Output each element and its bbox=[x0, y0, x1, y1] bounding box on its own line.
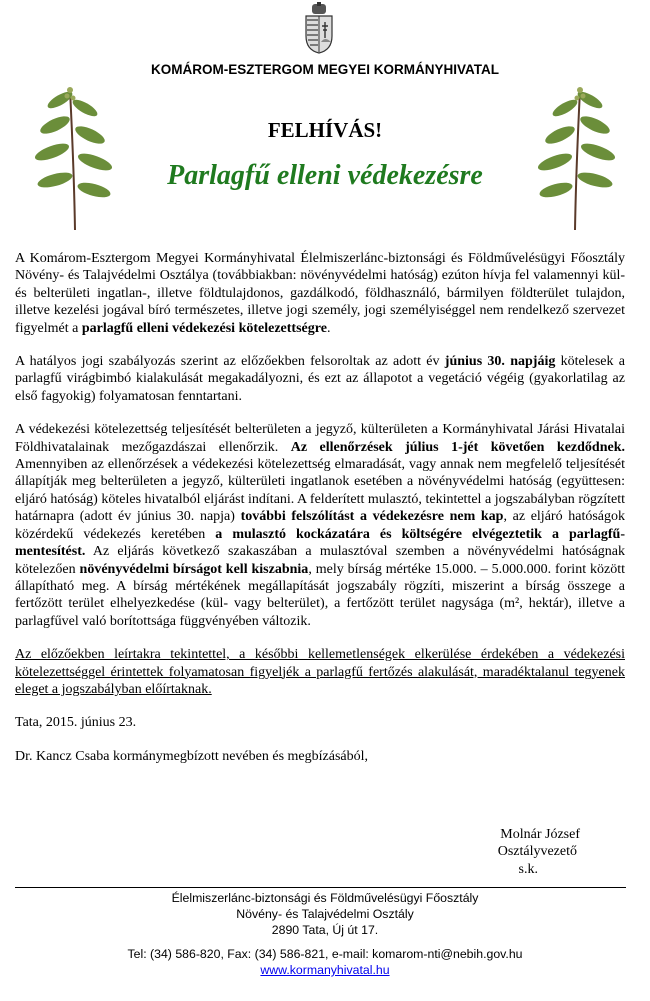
paragraph-conclusion: Az előzőekben leírtakra tekintettel, a későbbi kellemetlenségek elkerülése érdekében a védekezési kötelezettséggel érintettek folyamatosan figyeljék a parlagfű fertőzés alakulását, maradéktalanul tegyenek eleget a jogszabályban előírtaknak. bbox=[15, 647, 625, 697]
ragweed-plant-icon bbox=[30, 80, 120, 230]
signer-role: Osztályvezető bbox=[497, 844, 577, 860]
text-run: A hatályos jogi szabályozás szerint az előzőekben felsoroltak az adott év bbox=[15, 354, 445, 370]
paragraph-deadline bbox=[15, 353, 625, 405]
notice-body bbox=[15, 250, 625, 781]
text-run: A Komárom-Esztergom Megyei Kormányhivatal Élelmiszerlánc-biztonsági és Földművelésügyi Főosztály Növény- és Talajvédelmi Osztálya (továbbiakban: növényvédelmi hatóság) ezúton hívja fel valamennyi kül- és belterületi ingatlan-, illetve földtulajdonos, gazdálkodó, földhasználó, bármilyen földterület tulajdon, illetve kezelési jogával bíró természetes, illetve jogi személy, jogi személyiséggel nem rendelkező szervezet figyelmét a bbox=[15, 251, 625, 336]
mandate-line: Dr. Kancz Csaba kormánymegbízott nevében és megbízásából, bbox=[15, 748, 368, 764]
text-run: , az eljáró hatóságok közérdekű védekezés keretében bbox=[15, 509, 625, 542]
text-run: , mely bírság mértéke 15.000. – 5.000.000. forint között állapítható meg. A bírság mértékének megállapítását jogszabály rögzíti, miszerint a bírság összege a fertőzött terület elhelyezkedése (kül- vagy belterület), a fertőzött terület nagysága (m², hektár), illetve a parlagfűvel való borítottsága függvényében változik. bbox=[15, 561, 625, 629]
footer-division: Növény- és Talajvédelmi Osztály bbox=[236, 907, 414, 921]
bold-text: a mulasztó kockázatára és költségére elvégeztetik a parlagfű-mentesítést. bbox=[15, 526, 625, 560]
text-run: Az eljárás következő szakaszában a mulasztóval szemben a növényvédelmi hatóságnak kötelezően bbox=[15, 544, 625, 577]
paragraph-inspection bbox=[15, 421, 625, 630]
bold-text: növényvédelmi bírságot kell kiszabnia bbox=[79, 561, 309, 577]
signer-name: Molnár József bbox=[500, 827, 580, 842]
agency-name: KOMÁROM-ESZTERGOM MEGYEI KORMÁNYHIVATAL bbox=[151, 62, 499, 77]
bold-text: Az ellenőrzések július 1-jét követően kezdődnek. bbox=[290, 439, 625, 455]
bold-text: parlagfű elleni védekezési kötelezettségre bbox=[81, 320, 327, 336]
signature-block bbox=[0, 826, 580, 878]
text-run: A védekezési kötelezettség teljesítését belterületen a jegyző, külterületen a Kormányhivatal Járási Hivatalai Földhivatalainak mezőgazdászai ellenőrzik. bbox=[15, 422, 625, 455]
paragraph-intro bbox=[15, 250, 625, 337]
text-run: . bbox=[326, 320, 331, 336]
footer-divider bbox=[15, 887, 626, 888]
page-title: FELHÍVÁS! bbox=[267, 118, 383, 142]
date-line: Tata, 2015. június 23. bbox=[15, 715, 137, 731]
coat-of-arms-icon bbox=[303, 2, 335, 54]
footer-contact: Tel: (34) 586-820, Fax: (34) 586-821, e-mail: komarom-nti@nebih.gov.hu bbox=[127, 947, 523, 961]
footer-address: 2890 Tata, Új út 17. bbox=[271, 923, 379, 937]
page-subtitle: Parlagfű elleni védekezésre bbox=[167, 160, 483, 191]
footer bbox=[0, 890, 650, 978]
website-link[interactable]: www.kormanyhivatal.hu bbox=[260, 963, 390, 977]
text-run: Amennyiben az ellenőrzések a védekezési kötelezettség elmaradását, vagy annak nem megfelelő teljesítését állapítják meg belterületen a jegyző, külterületi ingatlanok esetében a növényvédelmi hatóság (együttesen: eljáró hatóság) köteles hivatalból eljárást indítani. A felderített mulasztó, tekintettel a jogszabályban rögzített határnapra (adott év június 30. napja) bbox=[15, 457, 625, 525]
text-run: kötelesek a parlagfű virágbimbó kialakulását megakadályozni, és ezt az állapotot a vegetáció végéig (gyakorlatilag az első fagyokig) folyamatosan fenntartani. bbox=[15, 354, 625, 404]
ragweed-plant-icon bbox=[530, 80, 620, 230]
bold-text: június 30. napjáig bbox=[444, 354, 556, 370]
bold-text: további felszólítást a védekezésre nem kap bbox=[240, 509, 504, 525]
footer-spacer bbox=[0, 938, 650, 946]
footer-department: Élelmiszerlánc-biztonsági és Földművelésügyi Főosztály bbox=[171, 891, 479, 905]
signed-mark: s.k. bbox=[518, 861, 538, 877]
